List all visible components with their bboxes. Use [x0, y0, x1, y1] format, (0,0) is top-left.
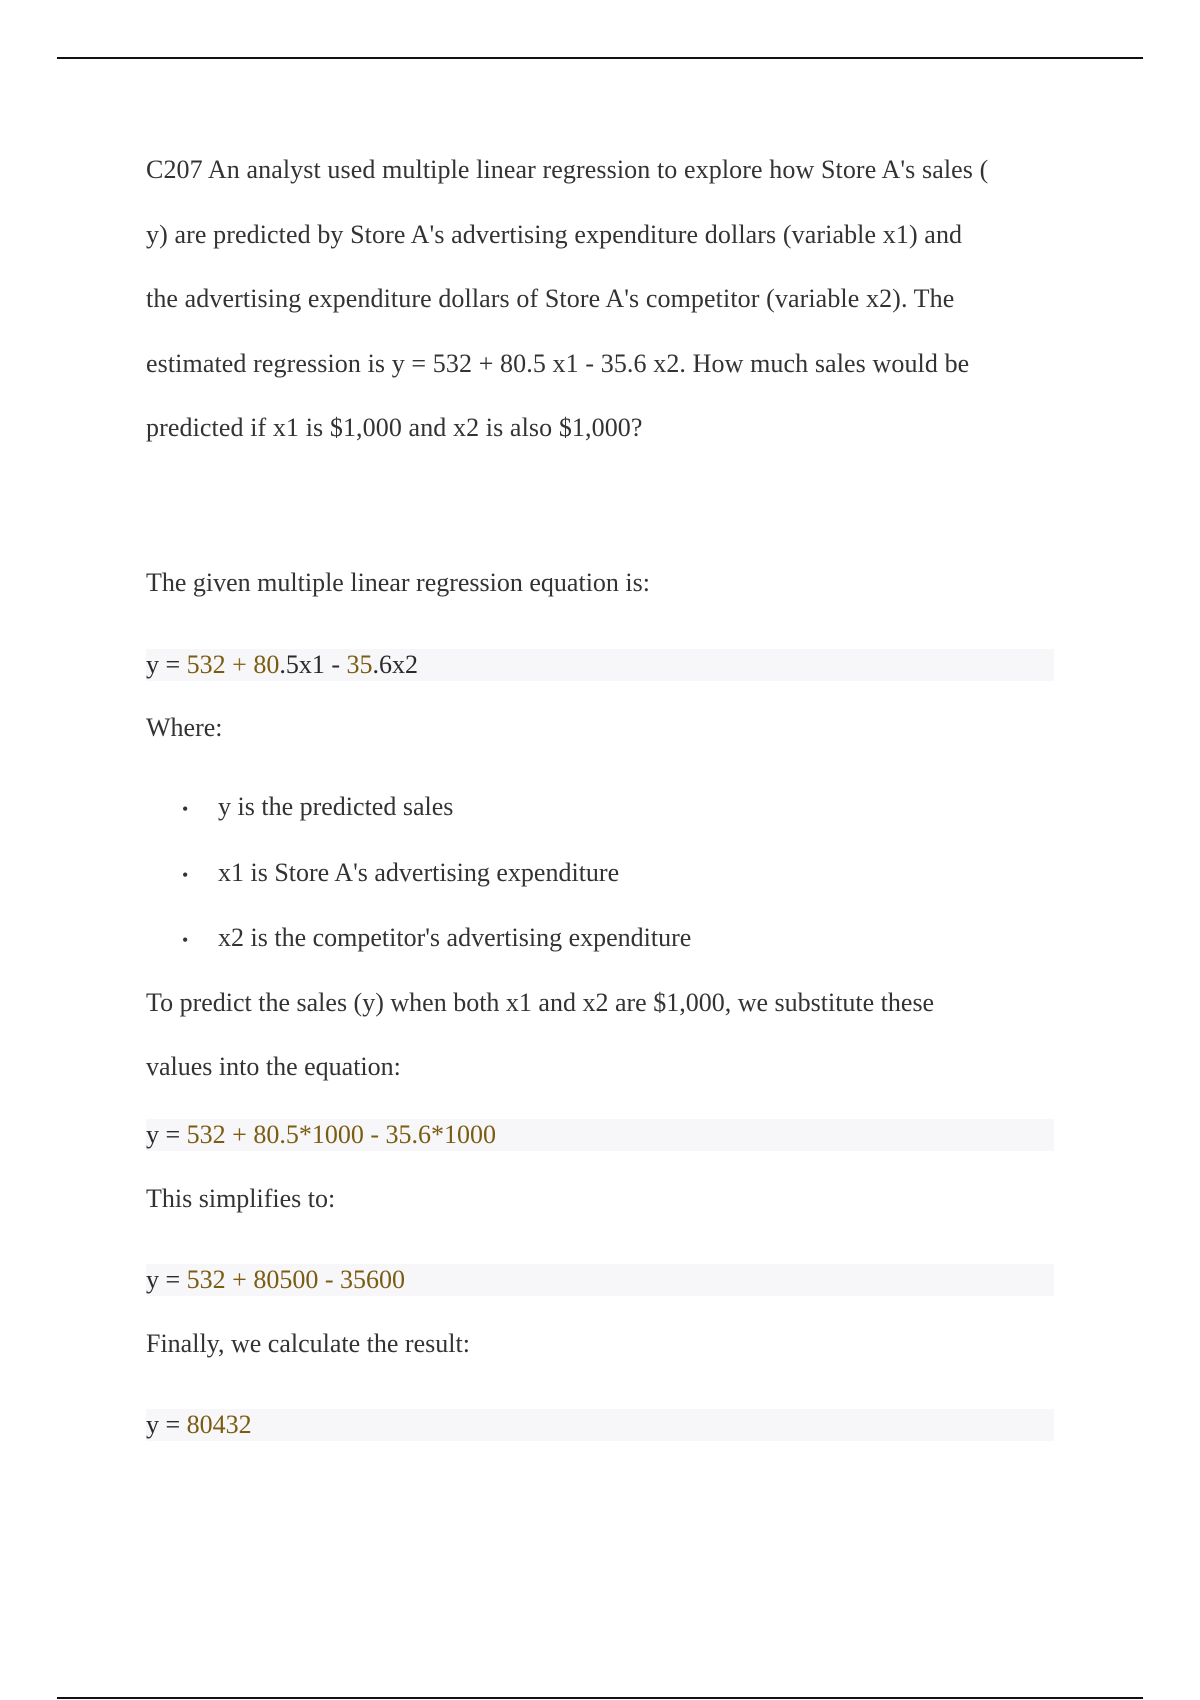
simplified-rhs: 532 + 80500 - 35600 [186, 1265, 405, 1294]
variable-description: x2 is the competitor's advertising expenditure [218, 923, 692, 952]
bullet-icon: • [182, 798, 189, 819]
question-line: C207 An analyst used multiple linear regression to explore how Store A's sales ( [146, 155, 989, 184]
question-line: estimated regression is y = 532 + 80.5 x1 - 35.6 x2. How much sales would be [146, 348, 970, 378]
where-label: Where: [146, 713, 223, 742]
question-line: predicted if x1 is $1,000 and x2 is also $1,000? [146, 413, 643, 442]
equation-lhs: y = [146, 650, 187, 679]
equation-intercept: 532 [186, 650, 226, 679]
finally-label: Finally, we calculate the result: [146, 1329, 470, 1358]
equation-coef2-rest: .6x2 [372, 650, 419, 679]
bullet-icon: • [182, 929, 189, 950]
regression-equation [146, 649, 1054, 681]
equation-plus: + [225, 650, 254, 679]
question-line: y) are predicted by Store A's advertising expenditure dollars (variable x1) and [146, 219, 963, 249]
bullet-icon: • [182, 864, 189, 885]
list-item [182, 792, 453, 822]
list-item [182, 858, 619, 888]
simplifies-label: This simplifies to: [146, 1184, 336, 1213]
variable-description: x1 is Store A's advertising expenditure [218, 858, 620, 887]
result-lhs: y = [146, 1410, 187, 1439]
top-rule [57, 57, 1143, 59]
simplified-lhs: y = [146, 1265, 187, 1294]
simplified-equation [146, 1264, 1054, 1296]
substituted-lhs: y = [146, 1120, 187, 1149]
equation-coef1: 80 [253, 650, 280, 679]
result-equation [146, 1409, 1054, 1441]
bottom-rule [57, 1697, 1143, 1699]
question-text [146, 138, 988, 461]
equation-coef2: 35 [346, 650, 373, 679]
substitute-text-line2: values into the equation: [146, 1052, 401, 1081]
substituted-rhs: 532 + 80.5*1000 - 35.6*1000 [186, 1120, 496, 1149]
answer-intro: The given multiple linear regression equation is: [146, 568, 650, 597]
substituted-equation [146, 1119, 1054, 1151]
equation-coef1-rest: .5x1 - [279, 650, 347, 679]
variable-description: y is the predicted sales [218, 792, 454, 821]
question-line: the advertising expenditure dollars of Store A's competitor (variable x2). The [146, 284, 955, 313]
list-item [182, 923, 691, 953]
substitute-text-line1: To predict the sales (y) when both x1 and x2 are $1,000, we substitute these [146, 988, 935, 1017]
result-value: 80432 [186, 1410, 252, 1439]
